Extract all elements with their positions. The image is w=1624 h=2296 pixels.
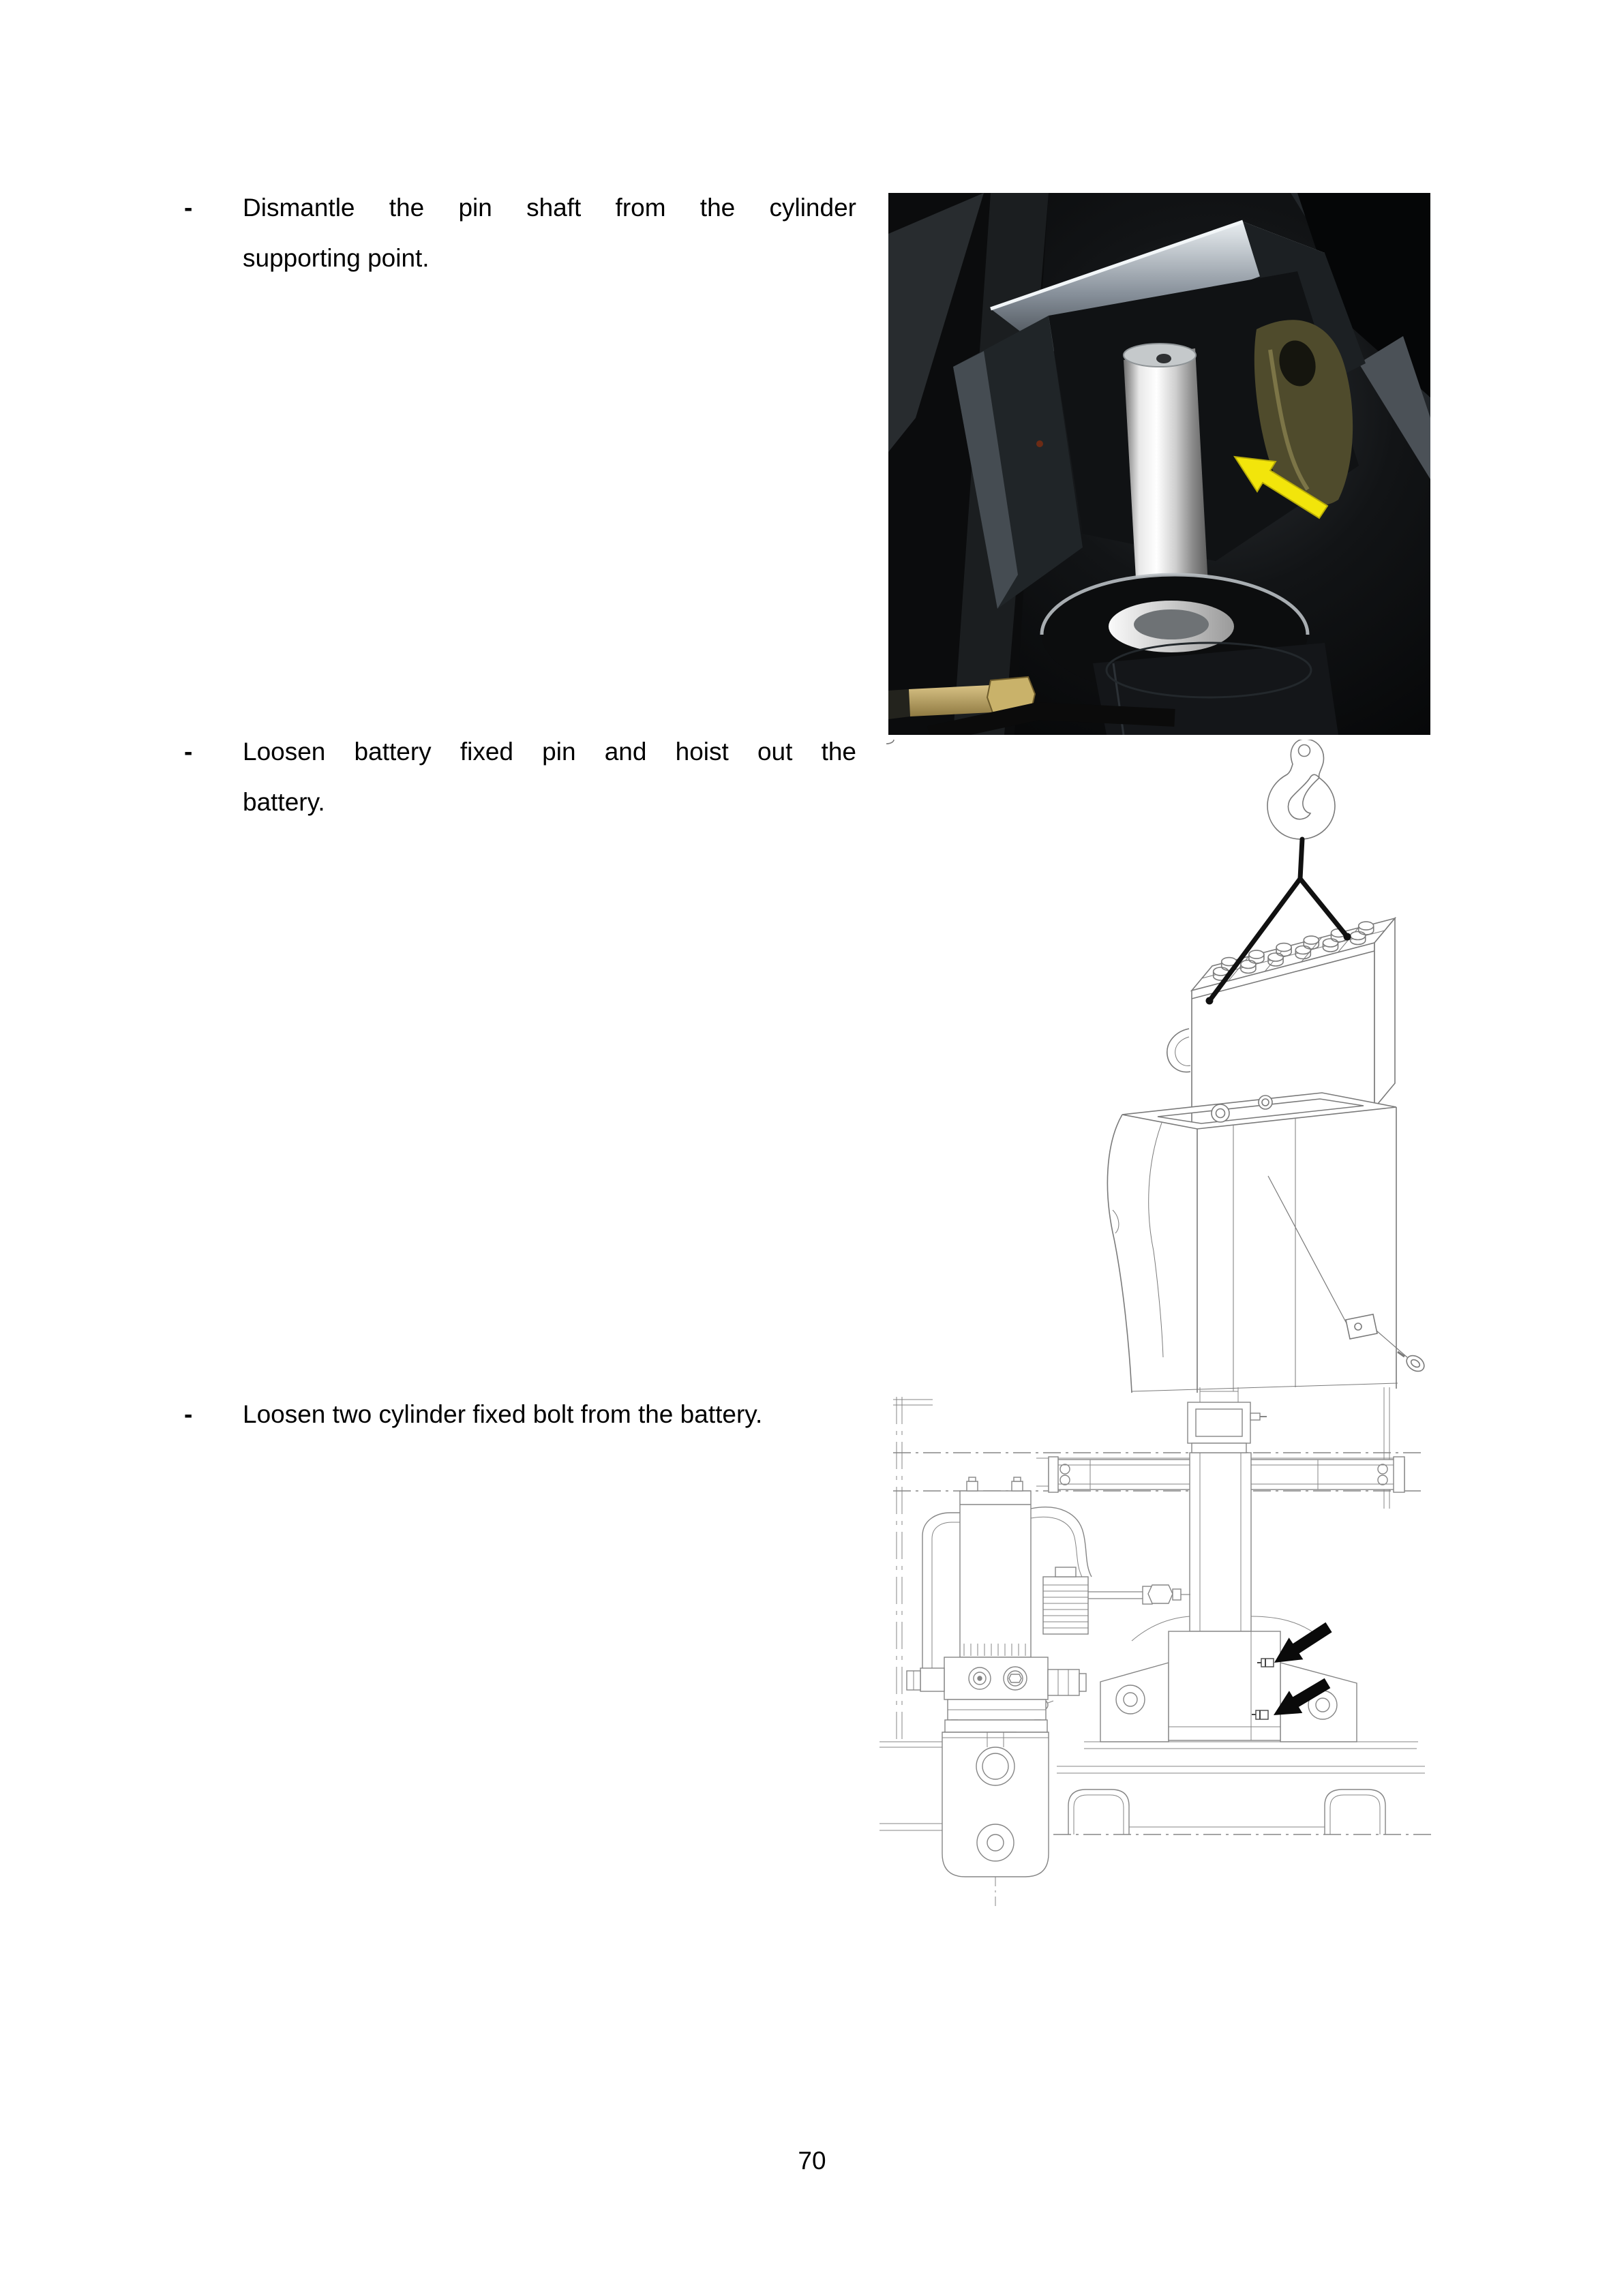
- cylinder-mount: [1169, 1387, 1280, 1740]
- bullet-dash: -: [184, 194, 193, 222]
- instruction-step-1: [184, 183, 866, 284]
- hose-fitting: [909, 685, 992, 716]
- bullet-dash: -: [184, 1400, 193, 1428]
- instruction-step-2: [184, 727, 866, 828]
- figure-battery-hoist-drawing: [886, 740, 1439, 1401]
- crane-hook-icon: [1267, 740, 1335, 839]
- step-text: [243, 183, 856, 284]
- cylinder-bolt-drawing: [879, 1387, 1435, 1909]
- battery-hoist-drawing: [886, 740, 1439, 1401]
- figure-cylinder-bolt-drawing: [879, 1387, 1435, 1909]
- step1-line1: Dismantle the pin shaft from the cylinder: [243, 194, 856, 222]
- step3-line1: Loosen two cylinder fixed bolt from the battery.: [243, 1400, 763, 1428]
- step2-line2: battery.: [243, 788, 325, 816]
- base-frame: [1053, 1742, 1433, 1834]
- page-number: 70: [798, 2147, 826, 2175]
- cylinder-pin-photo: [888, 193, 1430, 735]
- instruction-step-3: [184, 1389, 866, 1440]
- step1-line2: supporting point.: [243, 244, 430, 272]
- step2-line1: Loosen battery fixed pin and hoist out the: [243, 738, 856, 766]
- bullet-dash: -: [184, 738, 193, 766]
- step-text: [243, 727, 856, 828]
- truck-body: [1107, 1093, 1398, 1393]
- figure-cylinder-pin-photo: [888, 193, 1430, 735]
- step-text: [243, 1389, 856, 1440]
